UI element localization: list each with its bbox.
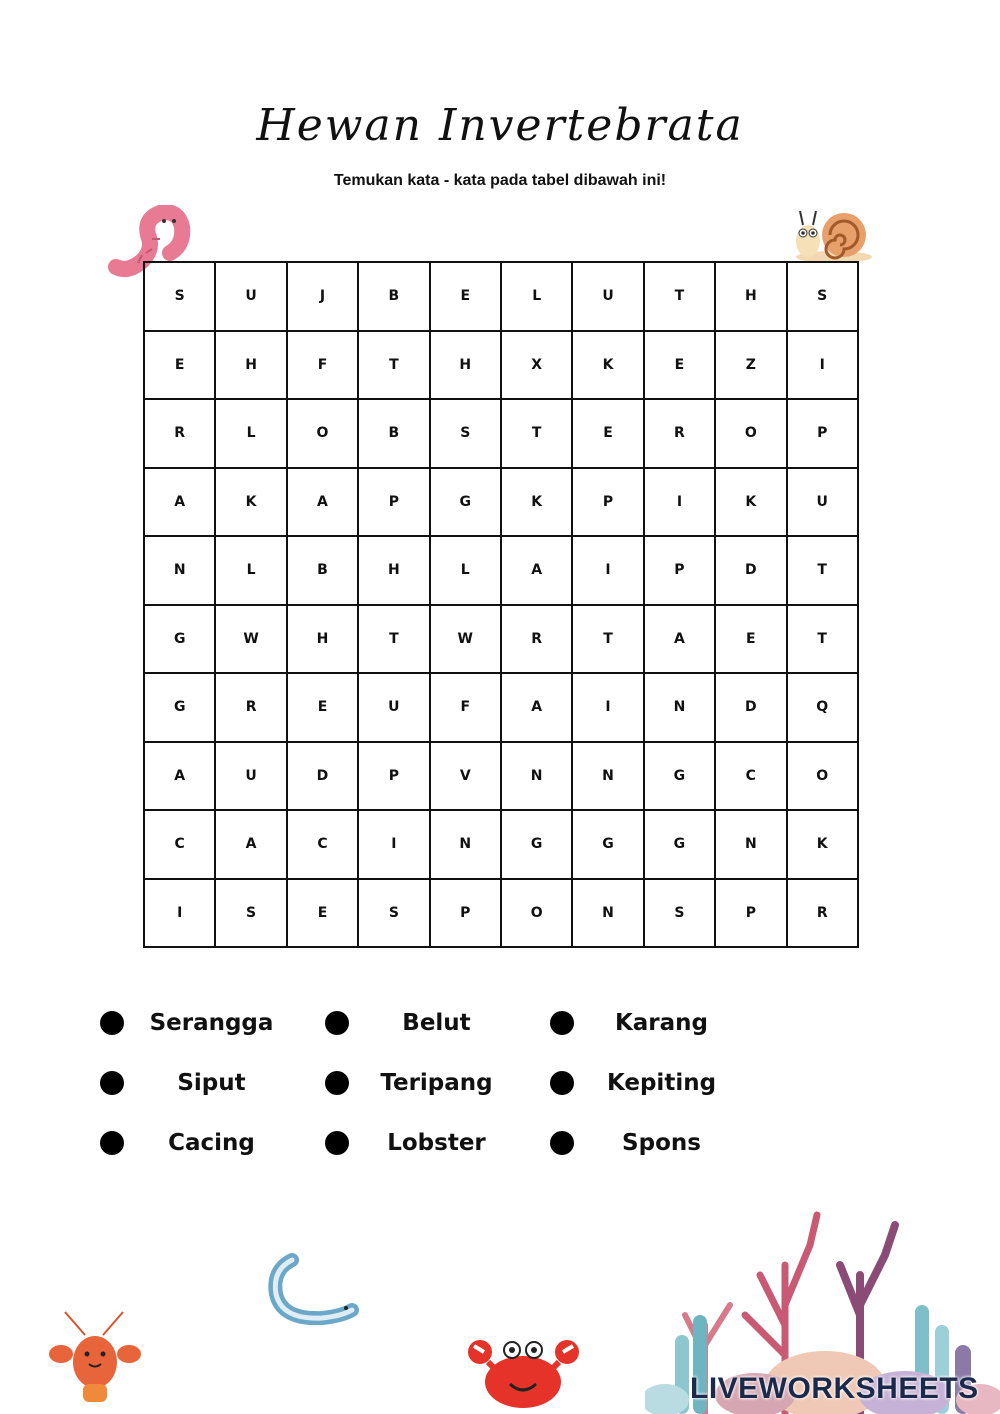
grid-cell[interactable]: B — [287, 536, 358, 605]
grid-cell[interactable]: I — [358, 810, 429, 879]
lobster-icon — [45, 1310, 145, 1410]
brand-watermark: LIVEWORKSHEETS — [690, 1372, 979, 1405]
grid-cell[interactable]: L — [215, 536, 286, 605]
snail-icon — [792, 203, 877, 265]
grid-cell[interactable]: P — [572, 468, 643, 537]
bullet-icon — [550, 1071, 574, 1095]
word-search-grid — [143, 261, 859, 948]
grid-cell[interactable]: S — [787, 262, 858, 331]
grid-cell[interactable]: T — [787, 605, 858, 674]
grid-cell[interactable]: T — [572, 605, 643, 674]
grid-cell[interactable]: G — [644, 742, 715, 811]
word-list-item — [325, 1130, 550, 1156]
grid-cell[interactable]: P — [715, 879, 786, 948]
grid-cell[interactable]: G — [644, 810, 715, 879]
grid-cell[interactable]: N — [144, 536, 215, 605]
grid-cell[interactable]: V — [430, 742, 501, 811]
grid-cell[interactable]: W — [215, 605, 286, 674]
word-label: Teripang — [380, 1070, 493, 1096]
grid-cell[interactable]: B — [358, 399, 429, 468]
grid-cell[interactable]: T — [358, 331, 429, 400]
word-label: Belut — [402, 1010, 471, 1036]
grid-cell[interactable]: E — [715, 605, 786, 674]
word-list-item — [325, 1010, 550, 1036]
grid-cell[interactable]: K — [715, 468, 786, 537]
grid-cell[interactable]: C — [287, 810, 358, 879]
grid-cell[interactable]: I — [787, 331, 858, 400]
grid-cell[interactable]: A — [287, 468, 358, 537]
bullet-icon — [325, 1011, 349, 1035]
grid-cell[interactable]: O — [287, 399, 358, 468]
grid-cell[interactable]: B — [358, 262, 429, 331]
eel-icon — [262, 1250, 362, 1340]
grid-cell[interactable]: R — [501, 605, 572, 674]
grid-cell[interactable]: U — [787, 468, 858, 537]
grid-cell[interactable]: I — [572, 673, 643, 742]
grid-cell[interactable]: R — [644, 399, 715, 468]
grid-cell[interactable]: N — [501, 742, 572, 811]
word-list-item — [100, 1130, 325, 1156]
grid-cell[interactable]: A — [215, 810, 286, 879]
grid-cell[interactable]: A — [144, 468, 215, 537]
grid-cell[interactable]: P — [358, 742, 429, 811]
word-label: Kepiting — [606, 1070, 717, 1096]
grid-cell[interactable]: T — [787, 536, 858, 605]
grid-cell[interactable]: T — [501, 399, 572, 468]
grid-cell[interactable]: X — [501, 331, 572, 400]
grid-cell[interactable]: I — [644, 468, 715, 537]
grid-cell[interactable]: Z — [715, 331, 786, 400]
grid-cell[interactable]: S — [144, 262, 215, 331]
grid-cell[interactable]: D — [287, 742, 358, 811]
word-label: Spons — [622, 1130, 701, 1156]
grid-cell[interactable]: P — [358, 468, 429, 537]
word-label: Cacing — [168, 1130, 255, 1156]
grid-cell[interactable]: L — [430, 536, 501, 605]
grid-cell[interactable]: G — [572, 810, 643, 879]
word-list-item — [550, 1010, 750, 1036]
grid-cell[interactable]: K — [501, 468, 572, 537]
grid-cell[interactable]: L — [501, 262, 572, 331]
crab-icon — [466, 1332, 581, 1414]
grid-cell[interactable]: O — [787, 742, 858, 811]
grid-cell[interactable]: O — [715, 399, 786, 468]
grid-cell[interactable]: U — [215, 742, 286, 811]
grid-cell[interactable]: A — [144, 742, 215, 811]
grid-cell[interactable]: G — [144, 673, 215, 742]
grid-cell[interactable]: W — [430, 605, 501, 674]
grid-cell[interactable]: C — [144, 810, 215, 879]
bullet-icon — [550, 1131, 574, 1155]
grid-cell[interactable]: K — [572, 331, 643, 400]
word-label: Karang — [614, 1010, 709, 1036]
grid-cell[interactable]: H — [715, 262, 786, 331]
grid-cell[interactable]: G — [501, 810, 572, 879]
grid-cell[interactable]: S — [358, 879, 429, 948]
grid-cell[interactable]: N — [715, 810, 786, 879]
bullet-icon — [325, 1071, 349, 1095]
grid-cell[interactable]: E — [430, 262, 501, 331]
grid-cell[interactable]: K — [215, 468, 286, 537]
grid-cell[interactable]: F — [430, 673, 501, 742]
grid-cell[interactable]: E — [144, 331, 215, 400]
grid-cell[interactable]: T — [358, 605, 429, 674]
grid-cell[interactable]: J — [287, 262, 358, 331]
grid-cell[interactable]: U — [358, 673, 429, 742]
grid-cell[interactable]: N — [430, 810, 501, 879]
grid-cell[interactable]: S — [644, 879, 715, 948]
grid-cell[interactable]: N — [644, 673, 715, 742]
grid-cell[interactable]: T — [644, 262, 715, 331]
grid-cell[interactable]: G — [430, 468, 501, 537]
word-label: Lobster — [387, 1130, 486, 1156]
grid-cell[interactable]: I — [144, 879, 215, 948]
grid-cell[interactable]: Q — [787, 673, 858, 742]
bullet-icon — [550, 1011, 574, 1035]
word-list-item — [325, 1070, 550, 1096]
grid-cell[interactable]: P — [430, 879, 501, 948]
grid-cell[interactable]: K — [787, 810, 858, 879]
grid-cell[interactable]: R — [144, 399, 215, 468]
word-list-item — [100, 1010, 325, 1036]
bullet-icon — [325, 1131, 349, 1155]
grid-cell[interactable]: H — [358, 536, 429, 605]
word-label: Serangga — [149, 1010, 274, 1036]
grid-cell[interactable]: G — [144, 605, 215, 674]
grid-cell[interactable]: E — [644, 331, 715, 400]
grid-cell[interactable]: N — [572, 742, 643, 811]
grid-cell[interactable]: D — [715, 673, 786, 742]
grid-cell[interactable]: R — [787, 879, 858, 948]
grid-cell[interactable]: A — [501, 536, 572, 605]
grid-cell[interactable]: E — [287, 879, 358, 948]
grid-cell[interactable]: I — [572, 536, 643, 605]
grid-cell[interactable]: F — [287, 331, 358, 400]
grid-cell[interactable]: L — [215, 399, 286, 468]
grid-cell[interactable]: H — [215, 331, 286, 400]
grid-cell[interactable]: S — [215, 879, 286, 948]
bullet-icon — [100, 1011, 124, 1035]
grid-cell[interactable]: E — [287, 673, 358, 742]
word-list-item — [550, 1130, 750, 1156]
grid-cell[interactable]: E — [572, 399, 643, 468]
grid-cell[interactable]: A — [644, 605, 715, 674]
grid-cell[interactable]: S — [430, 399, 501, 468]
grid-cell[interactable]: A — [501, 673, 572, 742]
grid-cell[interactable]: D — [715, 536, 786, 605]
grid-cell[interactable]: U — [572, 262, 643, 331]
grid-cell[interactable]: O — [501, 879, 572, 948]
bullet-icon — [100, 1071, 124, 1095]
grid-cell[interactable]: P — [787, 399, 858, 468]
page-subtitle: Temukan kata - kata pada tabel dibawah ini! — [333, 172, 667, 189]
grid-cell[interactable]: R — [215, 673, 286, 742]
grid-cell[interactable]: H — [430, 331, 501, 400]
word-label: Siput — [177, 1070, 246, 1096]
grid-cell[interactable]: N — [572, 879, 643, 948]
word-list — [100, 1010, 750, 1156]
page-title: Hewan Invertebrata — [256, 100, 744, 151]
grid-cell[interactable]: H — [287, 605, 358, 674]
word-list-item — [100, 1070, 325, 1096]
grid-cell[interactable]: C — [715, 742, 786, 811]
grid-cell[interactable]: U — [215, 262, 286, 331]
word-list-item — [550, 1070, 750, 1096]
grid-cell[interactable]: P — [644, 536, 715, 605]
bullet-icon — [100, 1131, 124, 1155]
